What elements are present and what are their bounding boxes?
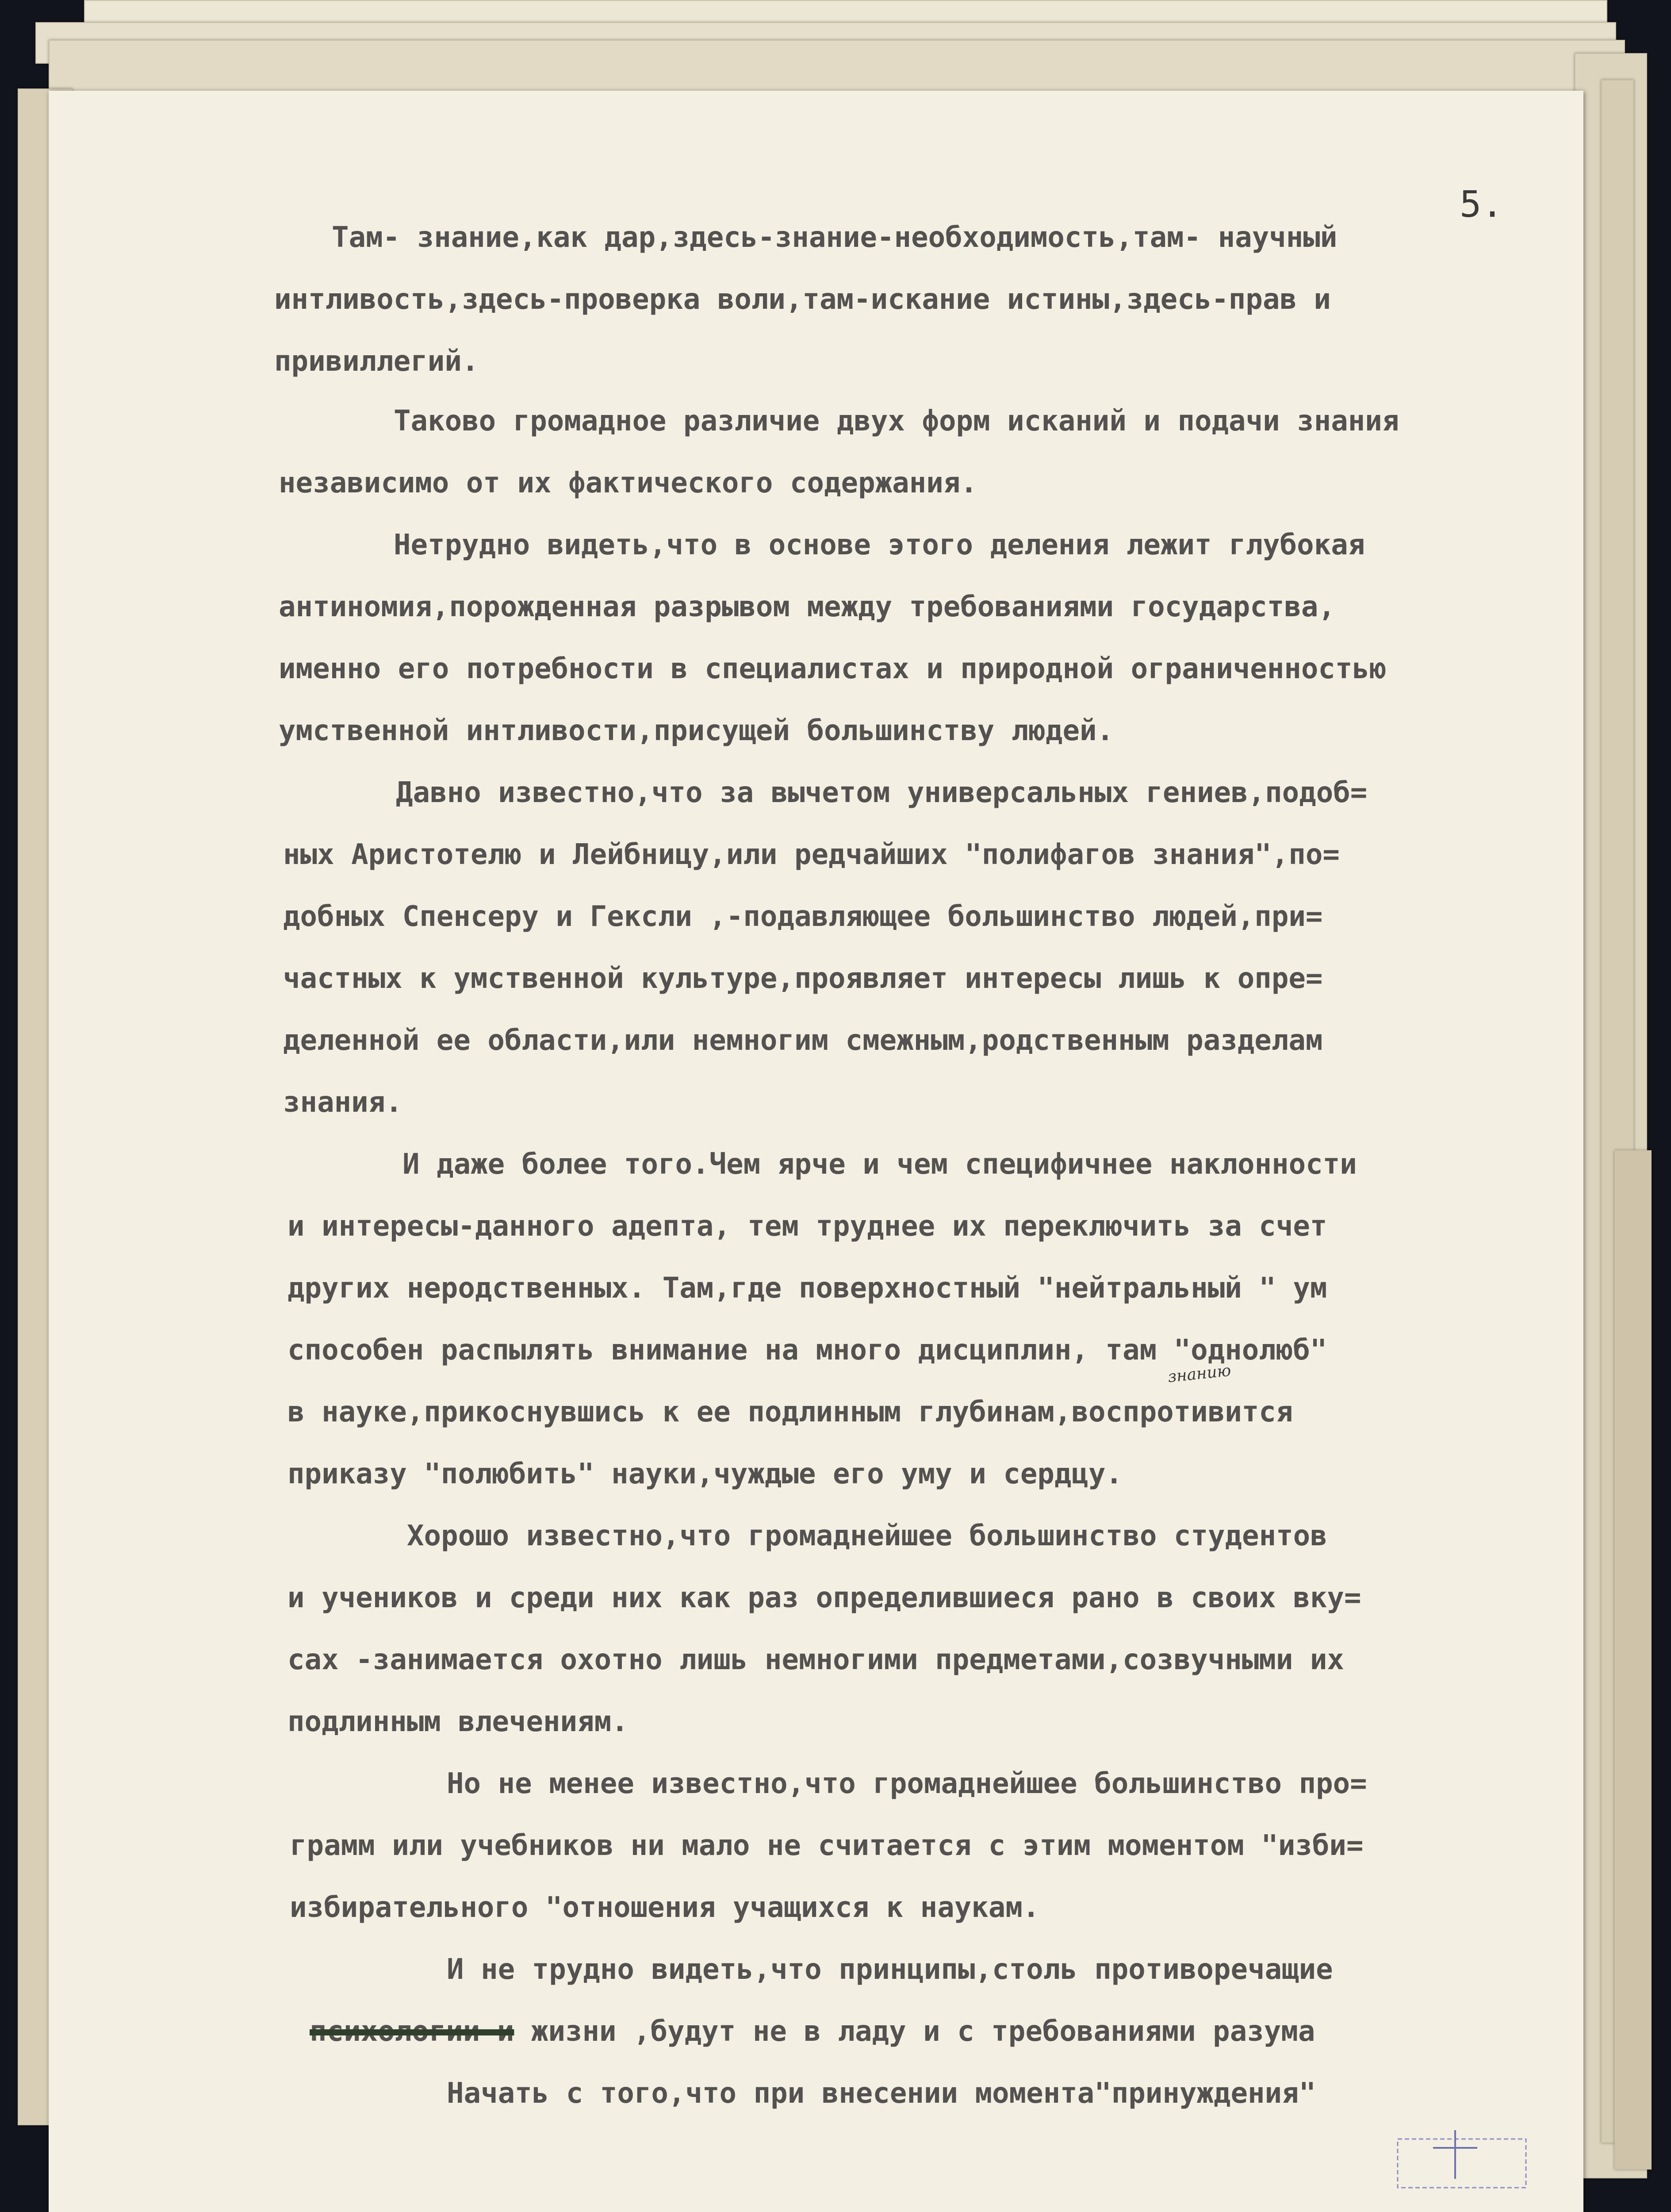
text-line: частных к умственной культуре,проявляет интересы лишь к опре= xyxy=(283,962,1323,995)
text-line: Начать с того,что при внесении момента"принуждения" xyxy=(447,2077,1316,2110)
text-line: Нетрудно видеть,что в основе этого деления лежит глубокая xyxy=(394,529,1365,561)
text-line: антиномия,порожденная разрывом между требованиями государства, xyxy=(279,591,1335,623)
struck-through-text xyxy=(310,2017,1315,2046)
text-line: Таково громадное различие двух форм исканий и подачи знания xyxy=(394,405,1399,438)
text-line: способен распылять внимание на много дисциплин, там "однолюб" xyxy=(287,1334,1327,1367)
text-line: приказу "полюбить" науки,чуждые его уму и сердцу. xyxy=(287,1458,1123,1490)
text-line: грамм или учебников ни мало не считается с этим моментом "изби= xyxy=(290,1829,1364,1862)
text-line: И не трудно видеть,что принципы,столь противоречащие xyxy=(447,1953,1333,1986)
text-line: знания. xyxy=(283,1086,402,1119)
typewritten-page xyxy=(49,91,1583,2212)
text-line: Там- знание,как дар,здесь-знание-необходимость,там- научный xyxy=(332,221,1338,254)
text-line: подлинным влечениям. xyxy=(287,1705,629,1738)
handwritten-correction: знанию xyxy=(1167,1361,1232,1386)
text-line: именно его потребности в специалистах и природной ограниченностью xyxy=(279,653,1387,685)
text-line: Давно известно,что за вычетом универсальных гениев,подоб= xyxy=(396,776,1368,809)
text-line: умственной интливости,присущей большинству людей. xyxy=(279,714,1114,747)
background-sheet xyxy=(1614,1150,1652,2170)
text-line: в науке,прикоснувшись к ее подлинным глубинам,воспротивится xyxy=(287,1396,1293,1429)
background-sheet xyxy=(49,40,1625,95)
text-line: И даже более того.Чем ярче и чем специфичнее наклонности xyxy=(402,1148,1357,1181)
text-line: Но не менее известно,что громаднейшее большинство про= xyxy=(447,1767,1367,1800)
archive-stamp-mark xyxy=(1389,2121,1535,2197)
text-line: привиллегий. xyxy=(274,345,479,378)
text-line: независимо от их фактического содержания. xyxy=(279,467,977,499)
text-line: деленной ее области,или немногим смежным,родственным разделам xyxy=(283,1024,1323,1057)
text-line: других неродственных. Там,где поверхностный "нейтральный " ум xyxy=(287,1272,1327,1305)
text-line: и учеников и среди них как раз определившиеся рано в своих вку= xyxy=(287,1582,1361,1614)
text-line: интливость,здесь-проверка воли,там-искание истины,здесь-прав и xyxy=(274,283,1331,316)
struck-word: психологии и xyxy=(310,2015,514,2048)
text-line: избирательного "отношения учащихся к наукам. xyxy=(290,1891,1040,1924)
page-number: 5. xyxy=(1460,184,1503,226)
text-line: жизни ,будут не в ладу и с требованиями разума xyxy=(514,2015,1315,2048)
text-line: добных Спенсеру и Гексли ,-подавляющее большинство людей,при= xyxy=(283,900,1323,933)
text-line: сах -занимается охотно лишь немногими предметами,созвучными их xyxy=(287,1644,1344,1676)
text-line: и интересы-данного адепта, тем труднее их переключить за счет xyxy=(287,1210,1327,1243)
text-line: Хорошо известно,что громаднейшее большинство студентов xyxy=(407,1520,1327,1552)
text-line: ных Аристотелю и Лейбницу,или редчайших "полифагов знания",по= xyxy=(283,838,1340,871)
